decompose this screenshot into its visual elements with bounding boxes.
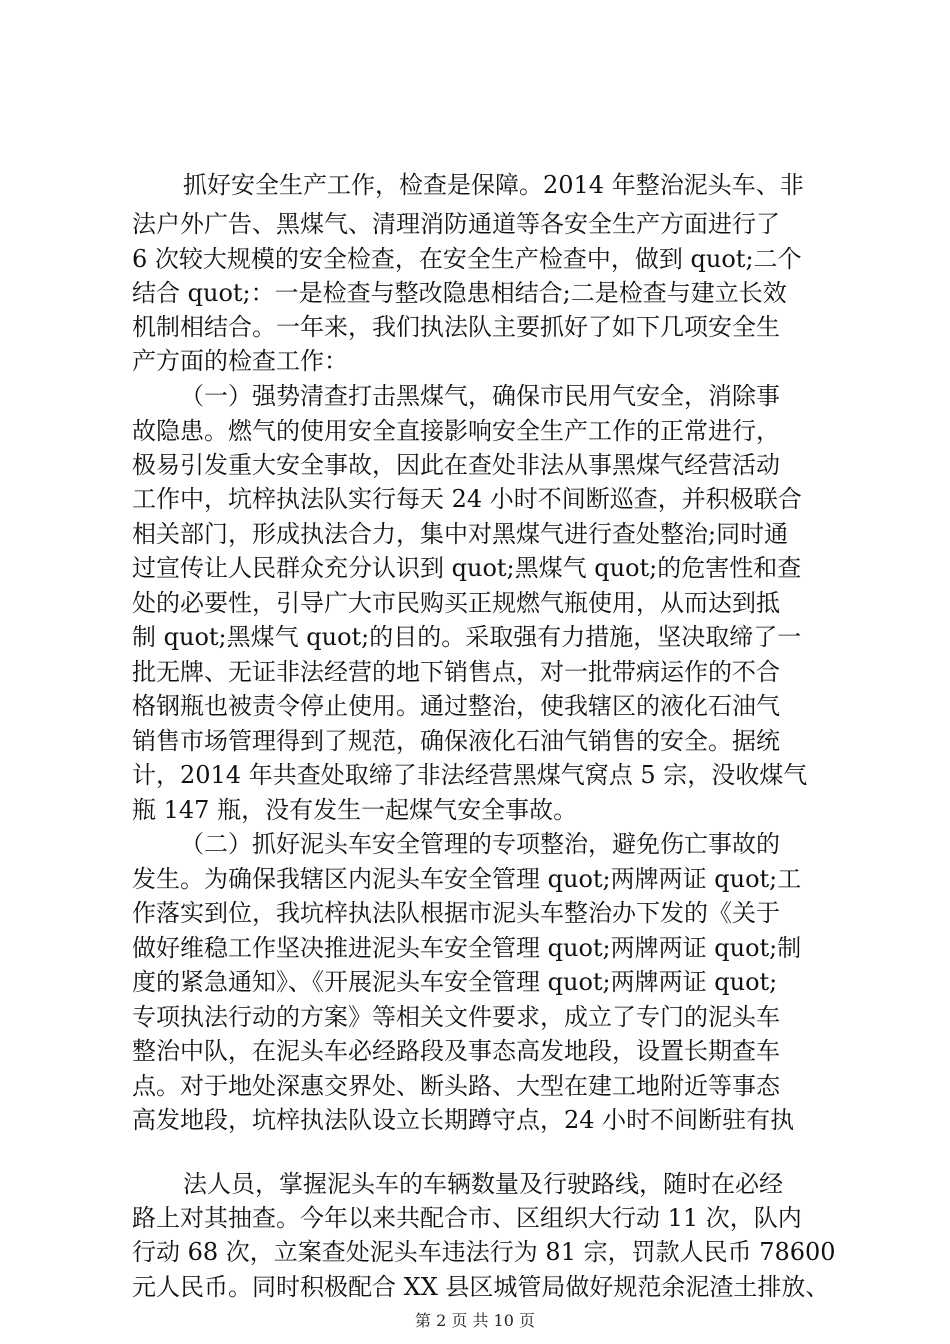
text-line: 发生。为确保我辖区内泥头车安全管理 quot;两牌两证 quot;工: [132, 865, 802, 893]
text-line: 制 quot;黑煤气 quot;的目的。采取强有力措施，坚决取缔了一: [132, 623, 802, 651]
text-line: 抓好安全生产工作，检查是保障。2014 年整治泥头车、非: [183, 171, 804, 199]
text-line: 过宣传让人民群众充分认识到 quot;黑煤气 quot;的危害性和查: [132, 554, 802, 582]
text-line: 路上对其抽查。今年以来共配合市、区组织大行动 11 次，队内: [132, 1204, 802, 1232]
text-line: 故隐患。燃气的使用安全直接影响安全生产工作的正常进行，: [132, 417, 780, 445]
text-line: 机制相结合。一年来，我们执法队主要抓好了如下几项安全生: [132, 313, 780, 341]
text-line: 度的紧急通知》、《开展泥头车安全管理 quot;两牌两证 quot;: [132, 968, 778, 996]
text-line: 元人民币。同时积极配合 XX 县区城管局做好规范余泥渣土排放、: [132, 1273, 830, 1301]
text-line: 工作中，坑梓执法队实行每天 24 小时不间断巡查，并积极联合: [132, 485, 802, 513]
text-line: 法人员，掌握泥头车的车辆数量及行驶路线，随时在必经: [183, 1170, 783, 1198]
text-line: 6 次较大规模的安全检查，在安全生产检查中，做到 quot;二个: [132, 245, 802, 273]
text-line: （一）强势清查打击黑煤气，确保市民用气安全，消除事: [180, 382, 780, 410]
text-line: 批无牌、无证非法经营的地下销售点，对一批带病运作的不合: [132, 658, 780, 686]
text-line: 产方面的检查工作：: [132, 347, 348, 375]
text-line: 点。对于地处深惠交界处、断头路、大型在建工地附近等事态: [132, 1072, 780, 1100]
text-line: 行动 68 次，立案查处泥头车违法行为 81 宗，罚款人民币 78600: [132, 1238, 836, 1266]
text-line: 计，2014 年共查处取缔了非法经营黑煤气窝点 5 宗，没收煤气: [132, 761, 808, 789]
text-line: 法户外广告、黑煤气、清理消防通道等各安全生产方面进行了: [132, 210, 780, 238]
text-line: 瓶 147 瓶，没有发生一起煤气安全事故。: [132, 796, 578, 824]
text-line: 结合 quot;：一是检查与整改隐患相结合;二是检查与建立长效: [132, 279, 787, 307]
text-line: 格钢瓶也被责令停止使用。通过整治，使我辖区的液化石油气: [132, 692, 780, 720]
text-line: 极易引发重大安全事故，因此在查处非法从事黑煤气经营活动: [132, 451, 780, 479]
text-line: 专项执法行动的方案》等相关文件要求，成立了专门的泥头车: [132, 1003, 780, 1031]
text-line: 做好维稳工作坚决推进泥头车安全管理 quot;两牌两证 quot;制: [132, 934, 802, 962]
text-line: 高发地段，坑梓执法队设立长期蹲守点，24 小时不间断驻有执: [132, 1106, 795, 1134]
text-line: 作落实到位，我坑梓执法队根据市泥头车整治办下发的《关于: [132, 899, 780, 927]
text-line: 整治中队，在泥头车必经路段及事态高发地段，设置长期查车: [132, 1037, 780, 1065]
page-number-footer: 第 2 页 共 10 页: [415, 1311, 535, 1330]
text-line: 销售市场管理得到了规范，确保液化石油气销售的安全。据统: [132, 727, 780, 755]
text-line: （二）抓好泥头车安全管理的专项整治，避免伤亡事故的: [180, 830, 780, 858]
text-line: 处的必要性，引导广大市民购买正规燃气瓶使用，从而达到抵: [132, 589, 780, 617]
text-line: 相关部门，形成执法合力，集中对黑煤气进行查处整治;同时通: [132, 520, 789, 548]
